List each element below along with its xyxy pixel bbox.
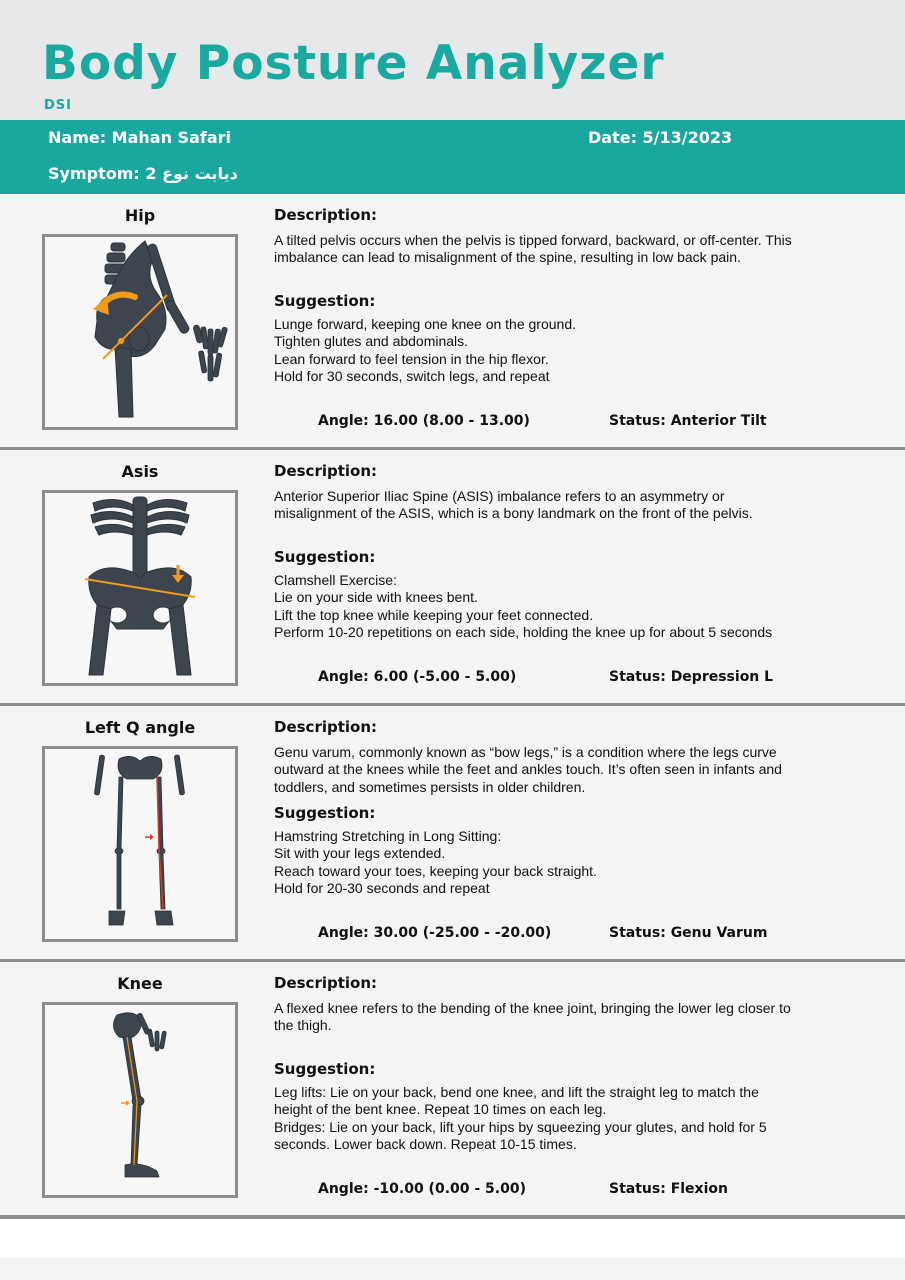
legs-front-illustration	[42, 746, 238, 942]
angle-value: Angle: -10.00 (0.00 - 5.00)	[318, 1181, 526, 1197]
description-heading: Description:	[274, 718, 378, 736]
section-title: Left Q angle	[84, 718, 196, 737]
status-value: Status: Depression L	[609, 669, 774, 685]
section-left-q-angle	[0, 706, 905, 962]
report-date: Date: 5/13/2023	[588, 128, 733, 147]
pelvis-tilt-illustration	[42, 234, 238, 430]
status-value: Status: Flexion	[609, 1181, 728, 1197]
section-title: Hip	[124, 206, 156, 225]
page-title: Body Posture Analyzer	[42, 36, 665, 91]
section-knee	[0, 962, 905, 1215]
suggestion-text: Clamshell Exercise: Lie on your side with knees bent. Lift the top knee while keeping your feet connected. Perform 10-20 repetitions on each side, holding the knee up for about 5 seconds	[274, 572, 773, 640]
suggestion-heading: Suggestion:	[274, 548, 376, 566]
description-text: A tilted pelvis occurs when the pelvis is tipped forward, backward, or off-center. This imbalance can lead to misalignment of the spine, resulting in low back pain.	[274, 232, 792, 266]
section-title: Knee	[117, 974, 163, 993]
angle-value: Angle: 16.00 (8.00 - 13.00)	[318, 413, 530, 429]
suggestion-heading: Suggestion:	[274, 292, 376, 310]
brand-subtitle: DSI	[44, 98, 72, 113]
section-asis	[0, 450, 905, 706]
status-value: Status: Anterior Tilt	[609, 413, 767, 429]
suggestion-heading: Suggestion:	[274, 804, 376, 822]
description-text: Anterior Superior Iliac Spine (ASIS) imbalance refers to an asymmetry or misalignment of the ASIS, which is a bony landmark on the front of the pelvis.	[274, 488, 753, 522]
angle-value: Angle: 30.00 (-25.00 - -20.00)	[318, 925, 552, 941]
suggestion-text: Leg lifts: Lie on your back, bend one knee, and lift the straight leg to match the height of the bent knee. Repeat 10 times on each leg. Bridges: Lie on your back, lift your hips by squeezing your glutes, and hold for 5 seconds. Lower back down. Repeat 10-15 times.	[274, 1084, 767, 1152]
angle-value: Angle: 6.00 (-5.00 - 5.00)	[318, 669, 517, 685]
leg-side-illustration	[42, 1002, 238, 1198]
status-value: Status: Genu Varum	[609, 925, 768, 941]
pelvis-front-illustration	[42, 490, 238, 686]
section-title: Asis	[121, 462, 159, 481]
section-hip	[0, 194, 905, 450]
description-text: Genu varum, commonly known as “bow legs,” is a condition where the legs curve outward at the knees while the feet and ankles touch. It’s often seen in infants and toddlers, and sometimes persists in older children.	[274, 744, 782, 795]
description-text: A flexed knee refers to the bending of the knee joint, bringing the lower leg closer to the thigh.	[274, 1000, 791, 1034]
suggestion-text: Lunge forward, keeping one knee on the ground. Tighten glutes and abdominals. Lean forward to feel tension in the hip flexor. Hold for 30 seconds, switch legs, and repeat	[274, 316, 577, 384]
suggestion-heading: Suggestion:	[274, 1060, 376, 1078]
description-heading: Description:	[274, 462, 378, 480]
next-page-edge	[0, 1258, 905, 1280]
report-header	[0, 0, 905, 120]
description-heading: Description:	[274, 974, 378, 992]
patient-name: Name: Mahan Safari	[48, 128, 231, 147]
suggestion-text: Hamstring Stretching in Long Sitting: Sit with your legs extended. Reach toward your toes, keeping your back straight. Hold for 20-30 seconds and repeat	[274, 828, 597, 896]
patient-symptom: Symptom: دیابت نوع 2	[48, 164, 238, 183]
description-heading: Description:	[274, 206, 378, 224]
